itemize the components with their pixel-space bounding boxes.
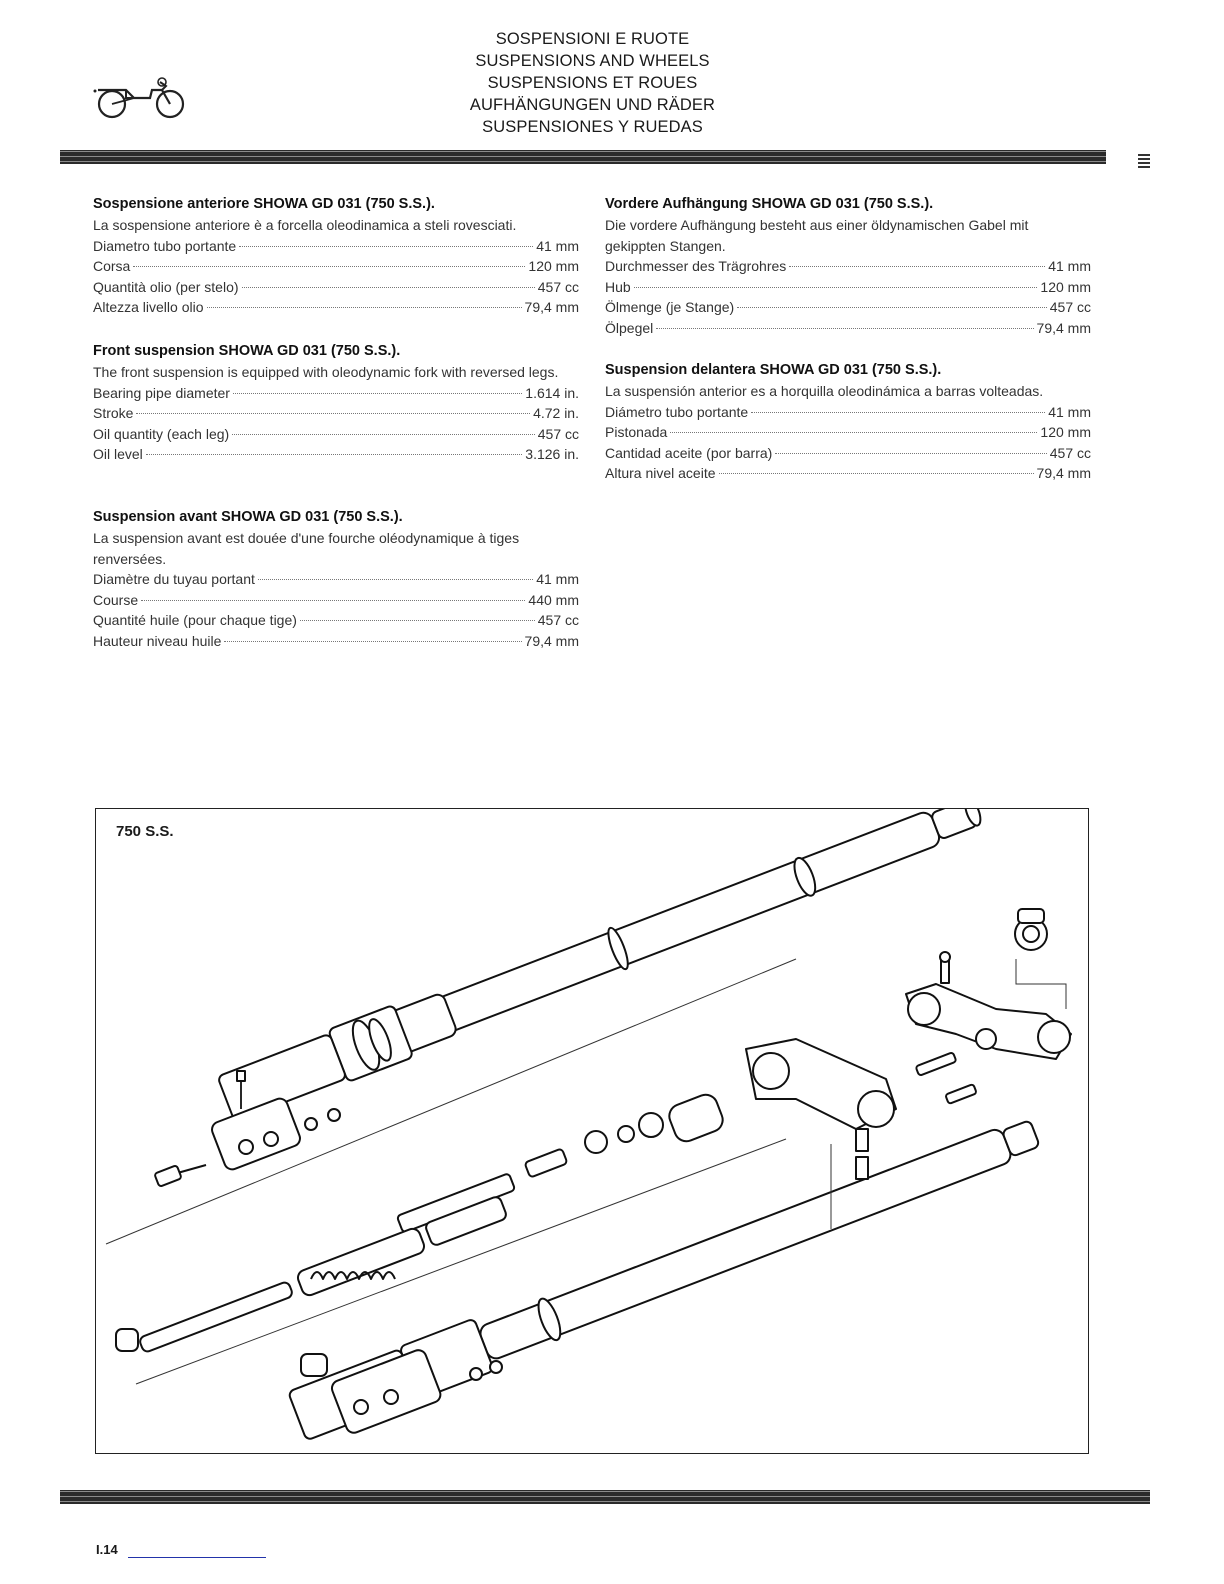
spec-title: Suspension delantera SHOWA GD 031 (750 S.S.). <box>605 362 942 378</box>
header-divider <box>60 150 1106 164</box>
leader-dots <box>207 307 522 308</box>
spec-label: Ölmenge (je Stange) <box>605 299 735 315</box>
spec-row <box>93 236 579 257</box>
spec-value: 79,4 mm <box>524 632 579 649</box>
spec-row <box>605 318 1091 339</box>
spec-label: Hub <box>605 278 631 295</box>
steering-stem-bolt <box>916 1052 977 1104</box>
spec-label: Bearing pipe diameter <box>93 384 230 401</box>
spec-row <box>93 590 579 611</box>
leader-dots <box>258 579 533 580</box>
spec-value: 41 mm <box>536 571 579 587</box>
steering-nut <box>1015 909 1047 950</box>
header-title-it: SOSPENSIONI E RUOTE <box>495 30 690 48</box>
leader-dots <box>789 266 1045 267</box>
leader-dots <box>737 307 1047 308</box>
spec-description: La suspensión anterior es a horquilla oleodinámica a barras volteadas. <box>605 383 1044 399</box>
leader-dots <box>634 287 1038 288</box>
leader-dots <box>239 246 533 247</box>
header-title-es: SUSPENSIONES Y RUEDAS <box>482 118 703 136</box>
spec-row <box>93 444 579 465</box>
spec-row <box>605 443 1091 464</box>
leader-dots <box>136 413 530 414</box>
leader-dots <box>300 620 535 621</box>
spec-value: 457 cc <box>537 425 579 442</box>
spec-value: 457 cc <box>537 278 579 295</box>
page-number: I.14 <box>96 1542 118 1557</box>
spec-value: 41 mm <box>1048 258 1091 274</box>
header-title-fr: SUSPENSIONS ET ROUES <box>487 74 698 92</box>
spec-row <box>93 610 579 631</box>
spec-title: Vordere Aufhängung SHOWA GD 031 (750 S.S.). <box>605 196 934 212</box>
spec-title: Suspension avant SHOWA GD 031 (750 S.S.). <box>93 509 403 525</box>
spec-row <box>605 297 1091 318</box>
spec-block-german <box>605 194 1091 338</box>
spec-block-italian <box>93 194 579 318</box>
spec-description: The front suspension is equipped with oleodynamic fork with reversed legs. <box>93 364 559 380</box>
exploded-diagram-frame <box>95 808 1089 1454</box>
spec-value: 457 cc <box>537 612 579 628</box>
spec-value: 440 mm <box>528 591 579 608</box>
motorcycle-icon <box>90 74 190 124</box>
spec-row <box>93 569 579 590</box>
spec-label: Altura nivel aceite <box>605 465 716 481</box>
header-title-en: SUSPENSIONS AND WHEELS <box>475 52 710 70</box>
spec-label: Oil level <box>93 446 143 462</box>
spec-value: 457 cc <box>1049 299 1091 315</box>
spec-description: La sospensione anteriore è a forcella oleodinamica a steli rovesciati. <box>93 217 517 233</box>
leader-dots <box>719 473 1034 474</box>
leader-dots <box>656 328 1033 329</box>
spec-value: 120 mm <box>1040 278 1091 295</box>
page-number-underline <box>128 1557 266 1558</box>
diagram-caption: 750 S.S. <box>116 823 174 840</box>
spec-row <box>93 383 579 404</box>
spec-title: Sospensione anteriore SHOWA GD 031 (750 S.S.). <box>93 196 435 212</box>
spec-value: 120 mm <box>528 258 579 274</box>
spec-value: 41 mm <box>536 237 579 254</box>
footer-divider <box>60 1490 1150 1504</box>
spec-row <box>93 631 579 652</box>
spec-label: Durchmesser des Trägrohres <box>605 258 787 274</box>
spec-block-french <box>93 507 579 651</box>
lower-triple-clamp <box>746 1039 896 1179</box>
leader-dots <box>775 453 1046 454</box>
spec-value: 120 mm <box>1040 424 1091 440</box>
leader-dots <box>670 432 1037 433</box>
spec-value: 457 cc <box>1049 444 1091 461</box>
spec-row <box>605 463 1091 484</box>
spec-label: Stroke <box>93 405 134 421</box>
header-divider-tail <box>1138 154 1150 168</box>
upper-triple-clamp <box>906 952 1071 1059</box>
spec-label: Diametro tubo portante <box>93 237 237 254</box>
spec-value: 41 mm <box>1048 403 1091 420</box>
spec-row <box>605 277 1091 298</box>
spec-label: Course <box>93 591 139 608</box>
spec-row <box>605 256 1091 277</box>
spec-row <box>93 256 579 277</box>
spec-value: 79,4 mm <box>1036 465 1091 481</box>
spec-label: Corsa <box>93 258 131 274</box>
spec-label: Quantité huile (pour chaque tige) <box>93 612 297 628</box>
spec-block-english <box>93 341 579 465</box>
leader-dots <box>751 412 1045 413</box>
leader-dots <box>242 287 535 288</box>
page-header-titles <box>400 28 785 138</box>
spec-label: Ölpegel <box>605 319 654 336</box>
middle-internal-parts <box>397 1091 726 1233</box>
spec-description: La suspension avant est douée d'une fourche oléodynamique à tiges renversées. <box>93 530 520 567</box>
spec-label: Diamètre du tuyau portant <box>93 571 255 587</box>
spec-value: 1.614 in. <box>525 384 579 401</box>
leader-dots <box>233 393 522 394</box>
spec-value: 3.126 in. <box>525 446 579 462</box>
fork-exploded-drawing <box>96 809 1090 1455</box>
spec-label: Diámetro tubo portante <box>605 403 749 420</box>
leader-dots <box>146 454 522 455</box>
spec-value: 79,4 mm <box>1036 319 1091 336</box>
spec-row <box>93 277 579 298</box>
header-title-de: AUFHÄNGUNGEN UND RÄDER <box>469 96 716 114</box>
spec-title: Front suspension SHOWA GD 031 (750 S.S.). <box>93 343 401 359</box>
spec-row <box>605 402 1091 423</box>
leader-dots <box>141 600 525 601</box>
spec-value: 79,4 mm <box>524 299 579 315</box>
leader-dots <box>133 266 525 267</box>
spec-label: Pistonada <box>605 424 668 440</box>
spec-value: 4.72 in. <box>533 405 579 421</box>
spec-label: Altezza livello olio <box>93 299 204 315</box>
spec-label: Oil quantity (each leg) <box>93 425 230 442</box>
spec-label: Hauteur niveau huile <box>93 632 222 649</box>
spec-description: Die vordere Aufhängung besteht aus einer öldynamischen Gabel mit gekippten Stangen. <box>605 217 1029 254</box>
spec-row <box>93 297 579 318</box>
spec-label: Quantità olio (per stelo) <box>93 278 239 295</box>
spec-row <box>93 424 579 445</box>
spec-block-spanish <box>605 360 1091 484</box>
spec-row <box>605 422 1091 443</box>
spec-label: Cantidad aceite (por barra) <box>605 444 773 461</box>
spec-row <box>93 403 579 424</box>
leader-dots <box>232 434 535 435</box>
leader-dots <box>224 641 521 642</box>
